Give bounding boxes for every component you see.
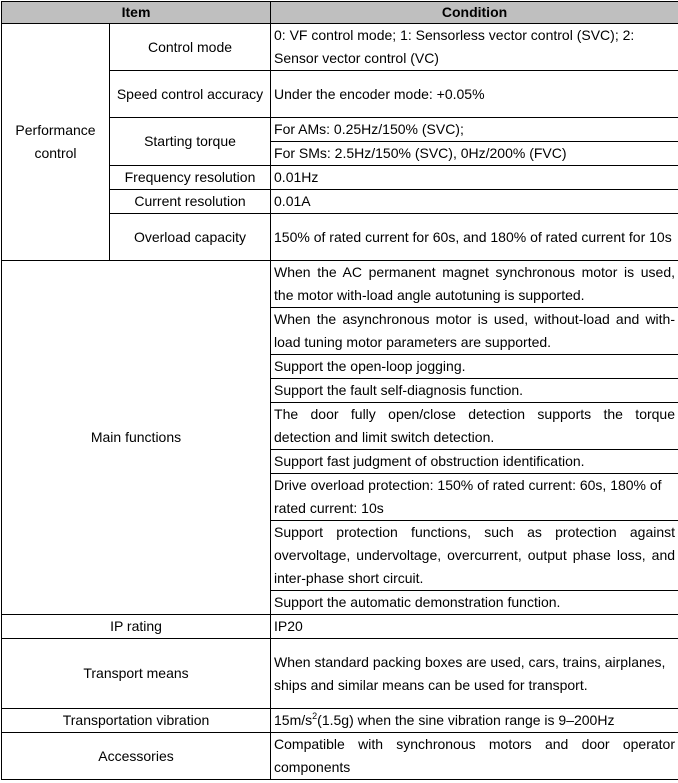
overload-capacity-value: 150% of rated current for 60s, and 180% of rated current for 10s — [271, 214, 678, 261]
main-function-item: When the asynchronous motor is used, without-load and with-load tuning motor parameters are supported. — [271, 308, 678, 355]
frequency-resolution-value: 0.01Hz — [271, 166, 678, 190]
main-function-item: When the AC permanent magnet synchronous motor is used, the motor with-load angle autotuning is supported. — [271, 261, 678, 308]
ip-rating-value: IP20 — [271, 615, 678, 639]
main-function-item: Support the automatic demonstration function. — [271, 591, 678, 615]
transport-vibration-label: Transportation vibration — [2, 709, 271, 733]
frequency-resolution-label: Frequency resolution — [110, 166, 271, 190]
accessories-value: Compatible with synchronous motors and door operator components — [271, 733, 678, 780]
main-function-item: Support the open-loop jogging. — [271, 355, 678, 379]
header-condition: Condition — [271, 2, 678, 24]
specification-table — [1, 1, 678, 780]
current-resolution-value: 0.01A — [271, 190, 678, 214]
speed-accuracy-value: Under the encoder mode: +0.05% — [271, 71, 678, 118]
table-row — [2, 24, 678, 71]
ip-rating-label: IP rating — [2, 615, 271, 639]
overload-capacity-label: Overload capacity — [110, 214, 271, 261]
performance-control-group: Performance control — [2, 24, 110, 261]
transport-means-label: Transport means — [2, 639, 271, 709]
speed-accuracy-label: Speed control accuracy — [110, 71, 271, 118]
current-resolution-label: Current resolution — [110, 190, 271, 214]
table-row — [2, 733, 678, 780]
vibration-value-prefix: 15m/s — [274, 712, 312, 728]
header-row — [2, 2, 678, 24]
starting-torque-value-sm: For SMs: 2.5Hz/150% (SVC), 0Hz/200% (FVC) — [271, 142, 678, 166]
header-item: Item — [2, 2, 271, 24]
starting-torque-value-am: For AMs: 0.25Hz/150% (SVC); — [271, 118, 678, 142]
main-function-item: Drive overload protection: 150% of rated current: 60s, 180% of rated current: 10s — [271, 474, 678, 521]
main-function-item: The door fully open/close detection supports the torque detection and limit switch detection. — [271, 403, 678, 450]
vibration-value-exponent: 2 — [312, 711, 317, 721]
table-row — [2, 709, 678, 733]
transport-vibration-value — [271, 709, 678, 733]
accessories-label: Accessories — [2, 733, 271, 780]
main-function-item: Support the fault self-diagnosis function. — [271, 379, 678, 403]
control-mode-value: 0: VF control mode; 1: Sensorless vector control (SVC); 2: Sensor vector control (VC) — [271, 24, 678, 71]
table-row — [2, 261, 678, 308]
transport-means-value: When standard packing boxes are used, cars, trains, airplanes, ships and similar means can be used for transport. — [271, 639, 678, 709]
main-function-item: Support fast judgment of obstruction identification. — [271, 450, 678, 474]
table-row — [2, 639, 678, 709]
main-function-item: Support protection functions, such as protection against overvoltage, undervoltage, overcurrent, output phase loss, and inter-phase short circuit. — [271, 521, 678, 591]
table-row — [2, 615, 678, 639]
starting-torque-label: Starting torque — [110, 118, 271, 166]
control-mode-label: Control mode — [110, 24, 271, 71]
vibration-value-suffix: (1.5g) when the sine vibration range is 9–200Hz — [317, 712, 614, 728]
main-functions-label: Main functions — [2, 261, 271, 615]
